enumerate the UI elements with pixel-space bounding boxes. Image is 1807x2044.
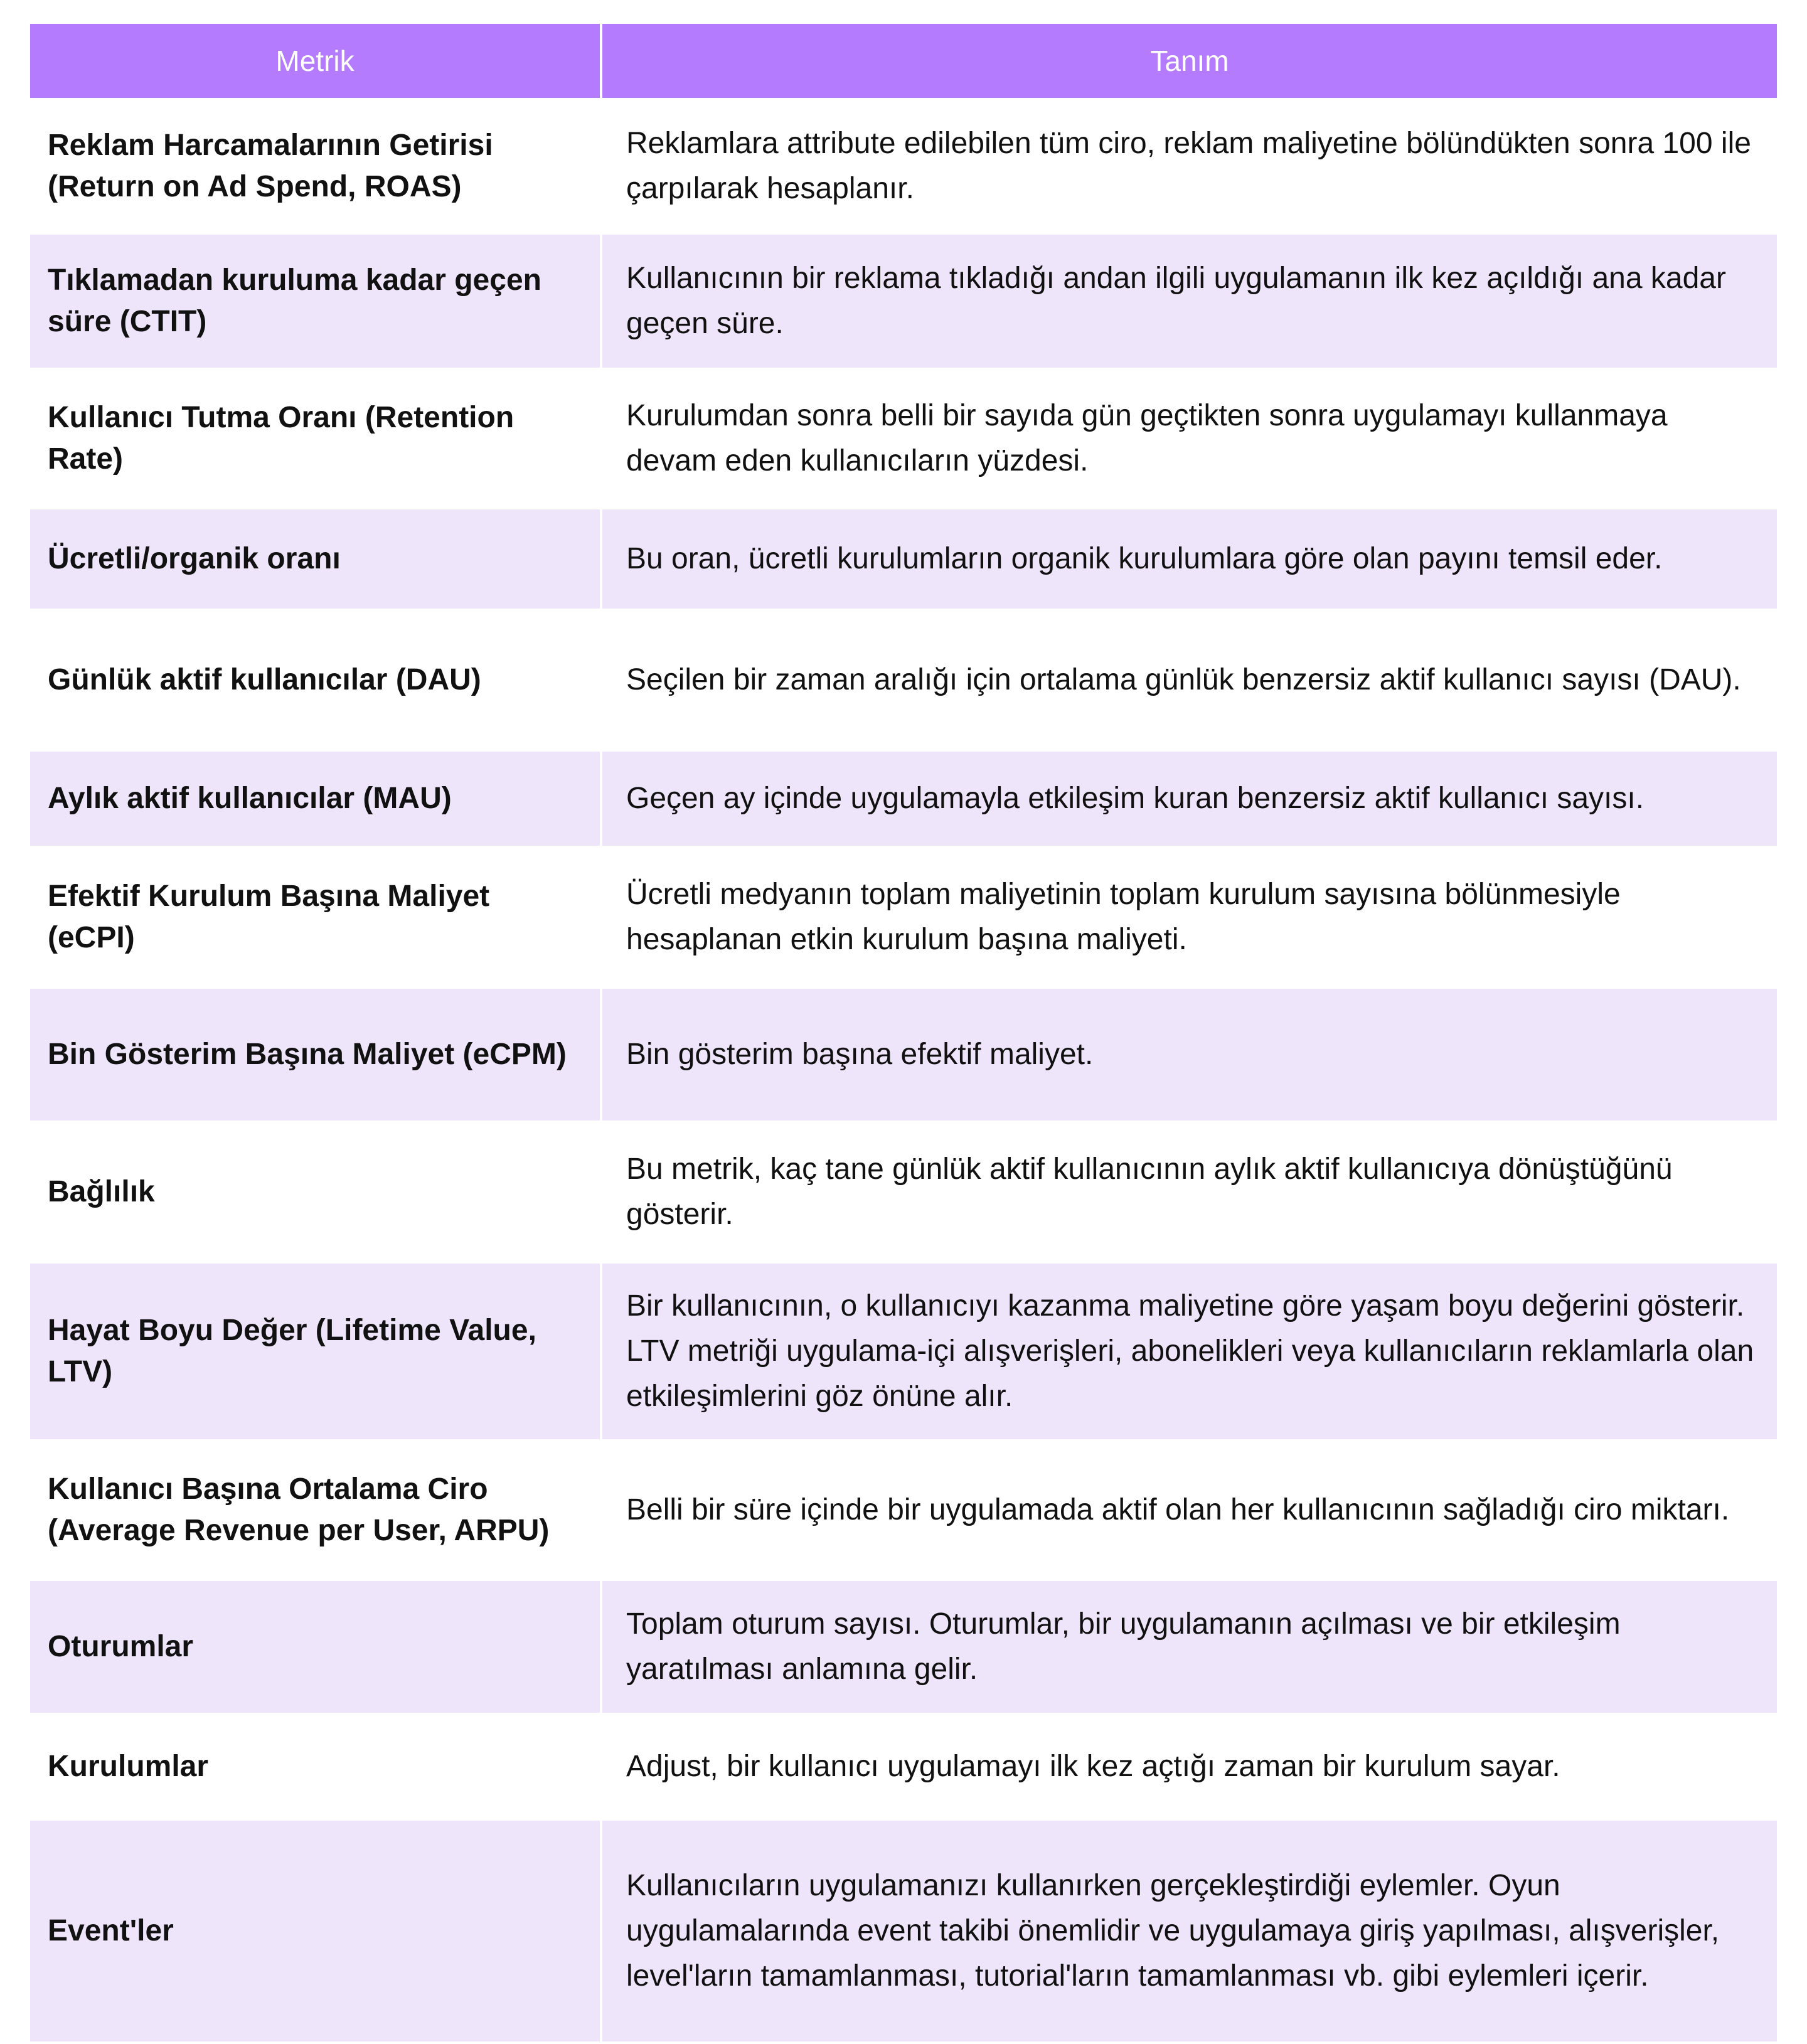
- table-row: [30, 100, 1777, 235]
- metric-cell: Kullanıcı Tutma Oranı (Retention Rate): [30, 370, 602, 507]
- definition-cell: Toplam oturum sayısı. Oturumlar, bir uygulamanın açılması ve bir etkileşim yaratılması anlamına gelir.: [626, 1607, 1621, 1686]
- metric-cell: Bin Gösterim Başına Maliyet (eCPM): [30, 989, 602, 1120]
- table-row: [30, 1123, 1777, 1264]
- metric-cell: Kurulumlar: [30, 1715, 602, 1818]
- definition-cell: Bu oran, ücretli kurulumların organik kurulumlara göre olan payını temsil eder.: [626, 542, 1663, 575]
- definition-cell: Reklamlara attribute edilebilen tüm ciro, reklam maliyetine bölündükten sonra 100 ile çarpılarak hesaplanır.: [626, 127, 1751, 205]
- table-row: [30, 1821, 1777, 2044]
- table-row: [30, 1715, 1777, 1821]
- table-row: [30, 989, 1777, 1123]
- table-row: [30, 509, 1777, 611]
- definition-cell: Seçilen bir zaman aralığı için ortalama günlük benzersiz aktif kullanıcı sayısı (DAU).: [626, 663, 1741, 696]
- definition-cell: Kullanıcıların uygulamanızı kullanırken gerçekleştirdiği eylemler. Oyun uygulamalarında event takibi önemlidir ve uygulamaya giriş yapılması, alışverişler, level'ların tamamlanması, tutorial'ların tamamlanması vb. gibi eylemleri içerir.: [626, 1869, 1720, 1993]
- definition-cell: Adjust, bir kullanıcı uygulamayı ilk kez açtığı zaman bir kurulum sayar.: [626, 1750, 1560, 1783]
- metrics-table: [30, 24, 1777, 2044]
- metric-cell: Efektif Kurulum Başına Maliyet (eCPI): [30, 848, 602, 986]
- table-row: [30, 848, 1777, 989]
- metric-cell: Tıklamadan kuruluma kadar geçen süre (CTIT): [30, 235, 602, 368]
- definition-cell: Bir kullanıcının, o kullanıcıyı kazanma maliyetine göre yaşam boyu değerini gösterir. LTV metriği uygulama-içi alışverişleri, abonelikleri veya kullanıcıların reklamlarla olan etkileşimlerini göz önüne alır.: [626, 1289, 1754, 1413]
- metric-cell: Aylık aktif kullanıcılar (MAU): [30, 752, 602, 846]
- definition-cell: Bin gösterim başına efektif maliyet.: [626, 1038, 1094, 1071]
- metric-cell: Kullanıcı Başına Ortalama Ciro (Average Revenue per User, ARPU): [30, 1442, 602, 1578]
- definition-cell: Bu metrik, kaç tane günlük aktif kullanıcının aylık aktif kullanıcıya dönüştüğünü gösterir.: [626, 1152, 1673, 1231]
- metric-cell: Event'ler: [30, 1821, 602, 2041]
- table-row: [30, 1442, 1777, 1581]
- definition-cell: Ücretli medyanın toplam maliyetinin toplam kurulum sayısına bölünmesiyle hesaplanan etkin kurulum başına maliyeti.: [626, 878, 1621, 956]
- metric-cell: Oturumlar: [30, 1581, 602, 1713]
- table-row: [30, 752, 1777, 848]
- header-metric: Metrik: [30, 24, 602, 98]
- metric-cell: Günlük aktif kullanıcılar (DAU): [30, 611, 602, 749]
- metric-cell: Reklam Harcamalarının Getirisi (Return on Ad Spend, ROAS): [30, 100, 602, 232]
- definition-cell: Kurulumdan sonra belli bir sayıda gün geçtikten sonra uygulamayı kullanmaya devam eden kullanıcıların yüzdesi.: [626, 399, 1668, 477]
- table-row: [30, 1264, 1777, 1442]
- table-row: [30, 235, 1777, 370]
- definition-cell: Kullanıcının bir reklama tıkladığı andan ilgili uygulamanın ilk kez açıldığı ana kadar geçen süre.: [626, 262, 1726, 340]
- table-row: [30, 611, 1777, 752]
- metric-cell: Ücretli/organik oranı: [30, 509, 602, 609]
- metric-cell: Bağlılık: [30, 1123, 602, 1261]
- table-row: [30, 1581, 1777, 1715]
- table-row: [30, 370, 1777, 509]
- definition-cell: Geçen ay içinde uygulamayla etkileşim kuran benzersiz aktif kullanıcı sayısı.: [626, 782, 1644, 815]
- metric-cell: Hayat Boyu Değer (Lifetime Value, LTV): [30, 1264, 602, 1439]
- header-definition: Tanım: [1150, 45, 1229, 77]
- table-header: [30, 24, 1777, 100]
- definition-cell: Belli bir süre içinde bir uygulamada aktif olan her kullanıcının sağladığı ciro miktarı.: [626, 1493, 1730, 1526]
